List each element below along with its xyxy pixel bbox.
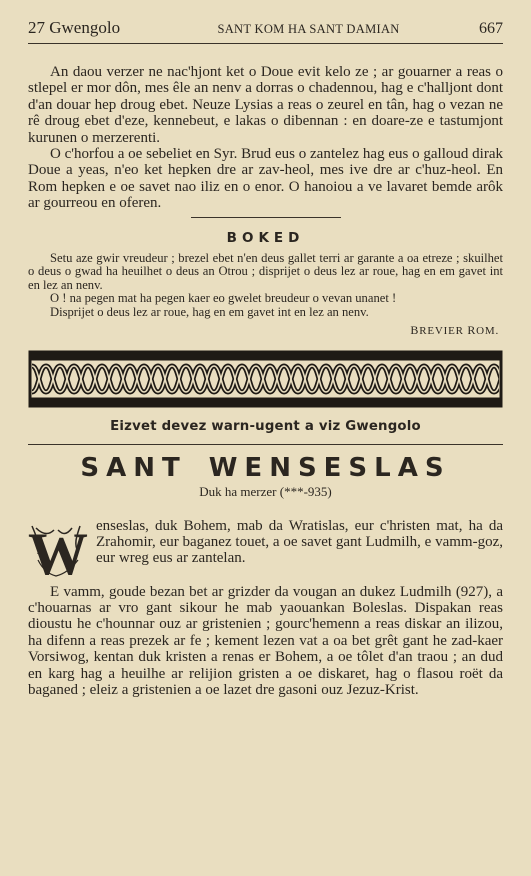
saint-paragraph-1: enseslas, duk Bohem, mab da Wratislas, eur c'hristen mat, ha da Zrahomir, eur baganez touet, a oe savet gant Ludmilh, e vamm-goz, eur wreg eus ar zantelan. (96, 517, 503, 567)
full-separator (28, 444, 503, 445)
boked-heading: BOKED (226, 229, 305, 246)
saint-subtitle: Duk ha merzer (***-935) (199, 483, 332, 499)
running-header (28, 18, 503, 44)
saint-title (28, 454, 503, 482)
ornamental-dropcap (28, 520, 88, 584)
boked-text-3: Disprijet o deus lez ar roue, hag en em gavet int en lez an nenv. (50, 305, 369, 320)
saint-body (28, 518, 503, 699)
header-title: SANT KOM HA SANT DAMIAN (217, 22, 400, 36)
boked-text-1: Setu aze gwir vreudeur ; brezel ebet n'en deus gallet terri ar garante a oa etreze ; skuilhet o deus o gwad ha heuilhet o deus an Otrou ; disprijet o deus lez ar roue, hag en em gavet int en lez an nenv. (28, 250, 503, 292)
paragraph-burial: O c'horfou a oe sebeliet en Syr. Brud eus o zantelez hag eus o galloud dirak Doue a yeas, n'eo ket hepken dre ar zav-heol, mes ive dre ar c'huz-heol. En Rom hepken e oe savet nao iliz en o enor. O hanoiou a ve lavaret bemde arôk ar gourreou en oferen. (28, 146, 503, 212)
saint-title-word1: SANT (80, 452, 187, 483)
short-separator (191, 217, 341, 218)
header-date: 27 Gwengolo (28, 18, 121, 37)
page-number: 667 (479, 20, 503, 37)
paragraph-martyrdom: An daou verzer ne nac'hjont ket o Doue evit kelo ze ; ar gouarner a reas o stlepel er mor dôn, mes êle an nenv a dorras o chadennou, hag e c'halljont dont d'an douar hep droug ebet. Neuze Lysias a reas o zeurel en tân, hag o vezan ne rê droug ebet d'eze, kennebeut, e lakas o dibennan : en doare-ze e tastumjont kurunen o merzerenti. (28, 64, 503, 146)
saint-paragraph-2: E vamm, goude bezan bet ar grizder da vougan an dukez Ludmilh (927), a c'houarnas ar vro gant sikour he mab yaouankan Boleslas. Dispakan reas dioustu he c'hounnar ouz ar gristenien ; gourc'hemenn a reas diskar an ilizou, ha difenn a reas prezek ar fe ; kement lezen vat a oa bet grêt gant he zad-kaer Vorsiwog, kentan duk kristen a renas er Bohem, a oe tôlet d'an traou ; an dud en karg hag a heuilhe ar relijion gristen a oe diskaret, hag o flasou roët da baganed ; eleiz a gristenien a oe lazet dre gasoni ouz Jezuz-Krist. (28, 583, 503, 699)
feast-day-heading: Eizvet devez warn-ugent a viz Gwengolo (110, 418, 421, 434)
saint-title-word2: WENSESLAS (208, 452, 451, 483)
dropcap-letter: W (28, 520, 88, 584)
breviary-credit: BREVIER ROM. (410, 322, 499, 337)
celtic-knot-banner (28, 350, 503, 408)
boked-text-2: O ! na pegen mat ha pegen kaer eo gwelet breudeur o vevan unanet ! (50, 291, 397, 306)
